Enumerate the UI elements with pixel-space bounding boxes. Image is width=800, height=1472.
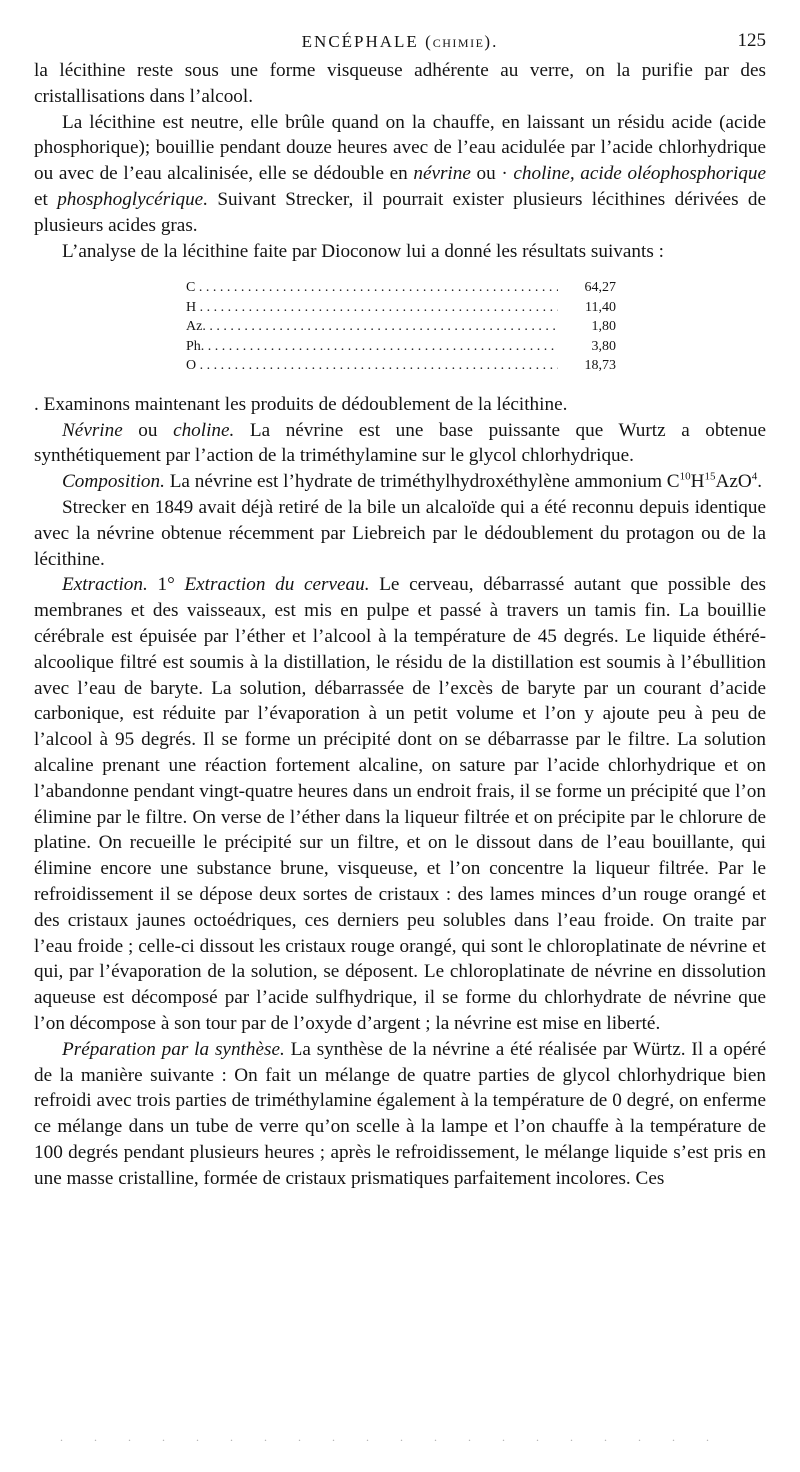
table-value: 1,80 [591, 319, 616, 335]
table-value: 18,73 [584, 358, 616, 374]
p5-text-b: La névrine est une base puissante que Wurtz a obtenue synthétiquement par l’action de la triméthylamine sur le glycol chlorhydrique. [34, 419, 767, 467]
p6-sup-2: 15 [704, 470, 716, 483]
paragraph-1: la lécithine reste sous une forme visqueuse adhérente au verre, on la purifie par des cristallisations dans l’alcool. [34, 60, 766, 107]
paragraph-6 [34, 469, 766, 495]
paragraph-9 [34, 1037, 766, 1192]
table-element-label: Az. . . . [186, 317, 558, 337]
p2-italic-1: névrine [413, 163, 471, 185]
table-row [186, 337, 616, 357]
p6-sup-3: 4 [751, 470, 758, 483]
table-row [186, 317, 616, 337]
footer-marks: . . . . . . . . . . . . . . . . . . . . [60, 1430, 723, 1444]
page-number: 125 [737, 30, 766, 51]
title-close: ). [484, 32, 499, 51]
table-value: 11,40 [585, 299, 616, 315]
p2-italic-2: choline, acide oléophosphorique [513, 163, 767, 185]
table-row [186, 356, 616, 376]
running-title [34, 32, 766, 52]
p2-italic-3: phosphoglycérique. [57, 188, 208, 210]
p8-italic-1: Extraction. [62, 574, 148, 596]
analysis-table [34, 278, 616, 376]
body-text [34, 58, 766, 1192]
p2-text-c: et [34, 188, 58, 210]
p8-text-b: Le cerveau, débarrassé autant que possible des membranes et des vaisseaux, est mis en pulpe et passé à travers un tamis fin. La bouillie cérébrale est épuisée par l’éther et l’alcool à la température de 45 degrés. Le liquide éthéré-alcoolique filtré est soumis à la distillation, le résidu de la distillation est soumis à l’ébullition avec l’eau de baryte. La solution, débarrassée de l’excès de baryte par un courant d’acide carbonique, est réduite par l’évaporation à un petit volume et l’on y ajoute peu à peu de l’alcool à 95 degrés. Il se forme un précipité dont on se débarrasse par le filtre. La solution alcaline prenant une réaction fortement alcaline, on sature par l’acide chlorhydrique et on l’abandonne pendant vingt-quatre heures dans un endroit frais, il se forme un précipité que l’on élimine par le filtre. On verse de l’éther dans la liqueur filtrée et on précipite par le chlorure de platine. On recueille le précipité sur un filtre, et on le dissout dans de l’eau bouillante, qui élimine encore une substance brune, visqueuse, et l’on concentre la liqueur filtrée. Par le refroidissement il se dépose deux sortes de cristaux : des lames minces d’un rouge orangé et des cristaux jaunes octoédriques, ces derniers peu solubles dans l’eau froide. On traite par l’eau froide ; celle-ci dissout les cristaux rouge orangé, qui sont le chloroplatinate de névrine et qui, par l’évaporation de la solution, se déposent. Le chloroplatinate de névrine en dissolution aqueuse est décomposé par l’acide sulfhydrique, il se forme du chlorhydrate de névrine que l’on décompose à son tour par de l’oxyde d’argent ; la névrine est mise en liberté. [34, 574, 766, 1034]
table-element-label: Ph. . . . [186, 337, 558, 357]
p8-text-a: 1° [147, 574, 185, 596]
paragraph-8 [34, 572, 766, 1036]
table-element-label: O . . . [186, 356, 558, 376]
p9-italic: Préparation par la synthèse. [62, 1038, 285, 1060]
table-row [186, 278, 616, 298]
p6-text-a: La névrine est l’hydrate de triméthylhydroxéthylène ammonium C [164, 471, 680, 493]
p6-text-c: AzO [715, 471, 752, 493]
p6-text-b: H [690, 471, 705, 493]
p5-italic-1: Névrine [62, 419, 123, 441]
title-main: ENCÉPHALE ( [301, 32, 433, 51]
p2-text-d: Suivant Strecker, il pourrait exister plusieurs lécithines dérivées de plusieurs acides gras. [34, 188, 766, 236]
table-element-label: C . . . [186, 278, 558, 298]
paragraph-4: . Examinons maintenant les produits de dédoublement de la lécithine. [34, 393, 568, 415]
table-value: 3,80 [591, 338, 616, 354]
table-row [186, 298, 616, 318]
p2-text-b: ou · [470, 163, 514, 185]
p6-sup-1: 10 [679, 470, 691, 483]
p5-text-a: ou [122, 419, 174, 441]
p9-text-a: La synthèse de la névrine a été réalisée par Würtz. Il a opéré de la manière suivante : On fait un mélange de quatre parties de glycol chlorhydrique bien refroidi avec trois parties de triméthylamine également à la température de 0 degré, on enferme ce mélange dans un tube de verre qu’on scelle à la lampe et l’on chauffe à la température de 100 degrés pendant plusieurs heures ; après le refroidissement, le mélange liquide s’est pris en une masse cristalline, formée de cristaux prismatiques parfaitement incolores. Ces [34, 1038, 766, 1189]
p2-text-a: La lécithine est neutre, elle brûle quand on la chauffe, en laissant un résidu acide (acide phosphorique); bouillie pendant douze heures avec de l’eau acidulée par l’acide chlorhydrique ou avec de l’eau alcalinisée, elle se dédouble en [34, 111, 766, 185]
title-sub: CHIMIE [432, 36, 485, 50]
paragraph-2 [34, 110, 766, 239]
p6-text-d: . [757, 471, 762, 493]
p5-italic-2: choline. [173, 419, 235, 441]
table-element-label: H . . . [186, 298, 558, 318]
p6-italic: Composition. [62, 471, 165, 493]
paragraph-3: L’analyse de la lécithine faite par Dioconow lui a donné les résultats suivants : [62, 240, 664, 262]
running-header [34, 24, 766, 54]
table-value: 64,27 [584, 280, 616, 296]
p8-italic-2: Extraction du cerveau. [184, 574, 370, 596]
paragraph-7: Strecker en 1849 avait déjà retiré de la bile un alcaloïde qui a été reconnu depuis identique avec la névrine obtenue récemment par Liebreich par le dédoublement du protagon ou de la lécithine. [34, 497, 766, 570]
paragraph-5 [34, 418, 766, 470]
